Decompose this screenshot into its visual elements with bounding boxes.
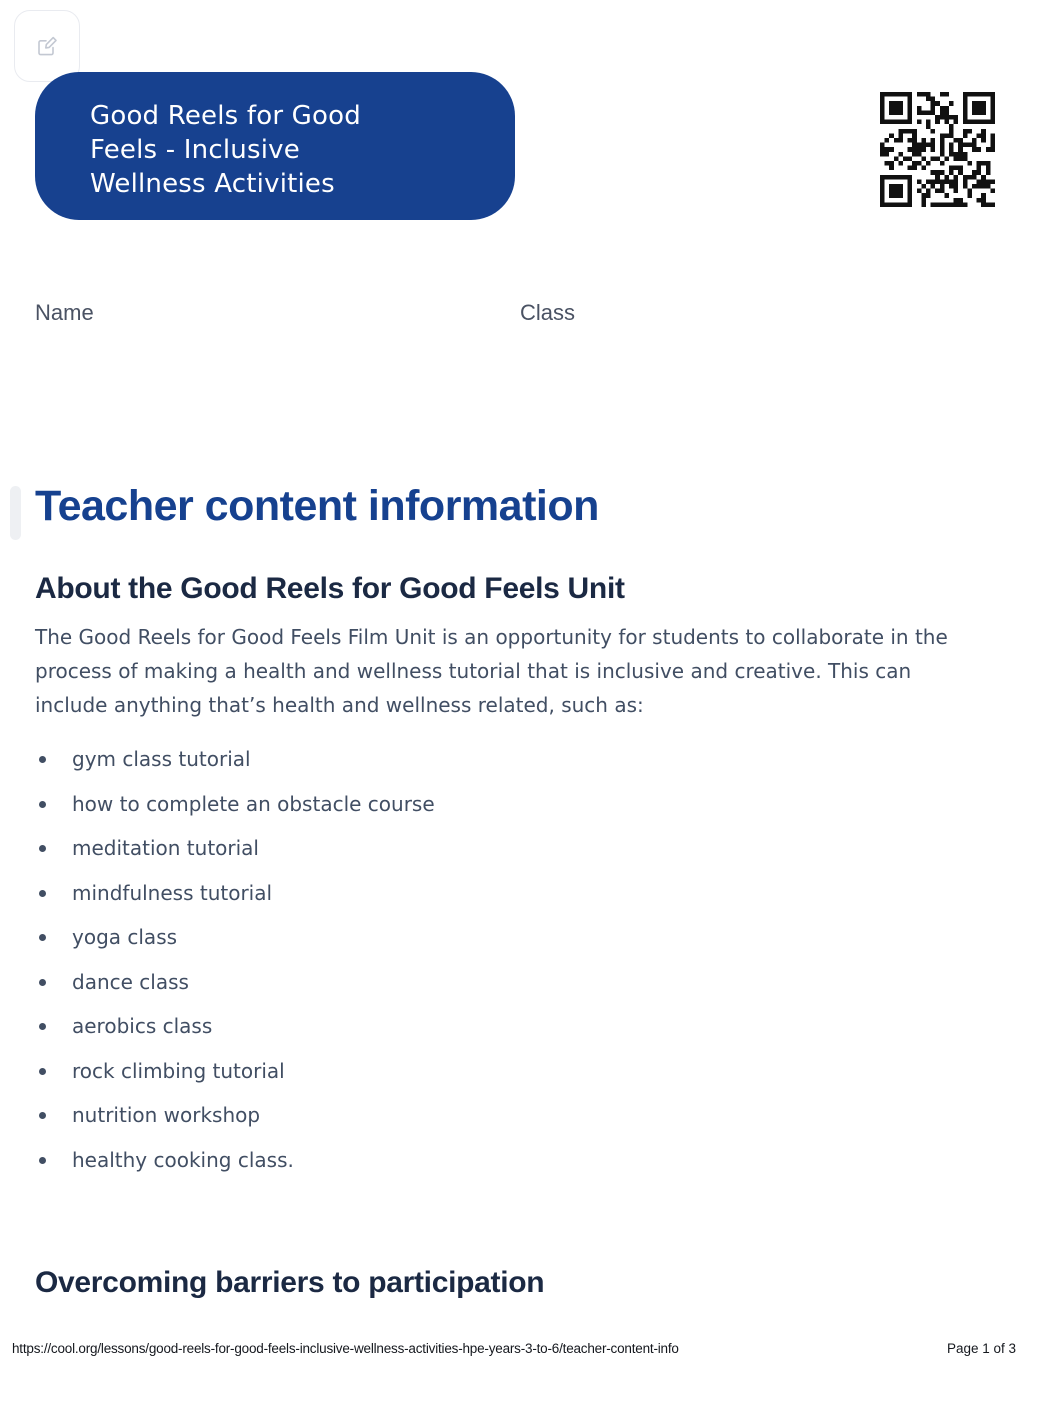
section-accent-bar bbox=[10, 486, 21, 540]
list-item: how to complete an obstacle course bbox=[35, 791, 935, 818]
list-item: mindfulness tutorial bbox=[35, 880, 935, 907]
class-label: Class bbox=[520, 300, 576, 325]
list-item: yoga class bbox=[35, 924, 935, 951]
list-item: meditation tutorial bbox=[35, 835, 935, 862]
about-heading: About the Good Reels for Good Feels Unit bbox=[35, 572, 625, 605]
list-item: healthy cooking class. bbox=[35, 1147, 935, 1174]
qr-code bbox=[880, 92, 995, 207]
list-item: rock climbing tutorial bbox=[35, 1058, 935, 1085]
about-paragraph: The Good Reels for Good Feels Film Unit is an opportunity for students to collaborate in the process of making a health and wellness tutorial that is inclusive and creative. This can include anything that’s health and wellness related, such as: bbox=[35, 625, 948, 717]
list-item: dance class bbox=[35, 969, 935, 996]
footer-url: https://cool.org/lessons/good-reels-for-good-feels-inclusive-wellness-activities-hpe-years-3-to-6/teacher-content-info bbox=[12, 1341, 679, 1356]
edit-card[interactable] bbox=[14, 10, 80, 82]
lesson-title: Good Reels for Good Feels - Inclusive Wellness Activities bbox=[90, 101, 361, 199]
list-item: nutrition workshop bbox=[35, 1102, 935, 1129]
lesson-title-banner bbox=[35, 72, 515, 220]
barriers-heading: Overcoming barriers to participation bbox=[35, 1266, 545, 1299]
page-title: Teacher content information bbox=[35, 482, 599, 530]
edit-icon bbox=[35, 34, 59, 58]
list-item: gym class tutorial bbox=[35, 746, 935, 773]
name-label: Name bbox=[35, 300, 94, 325]
list-item: aerobics class bbox=[35, 1013, 935, 1040]
footer-page-number: Page 1 of 3 bbox=[946, 1341, 1016, 1356]
activity-list bbox=[35, 746, 935, 1191]
